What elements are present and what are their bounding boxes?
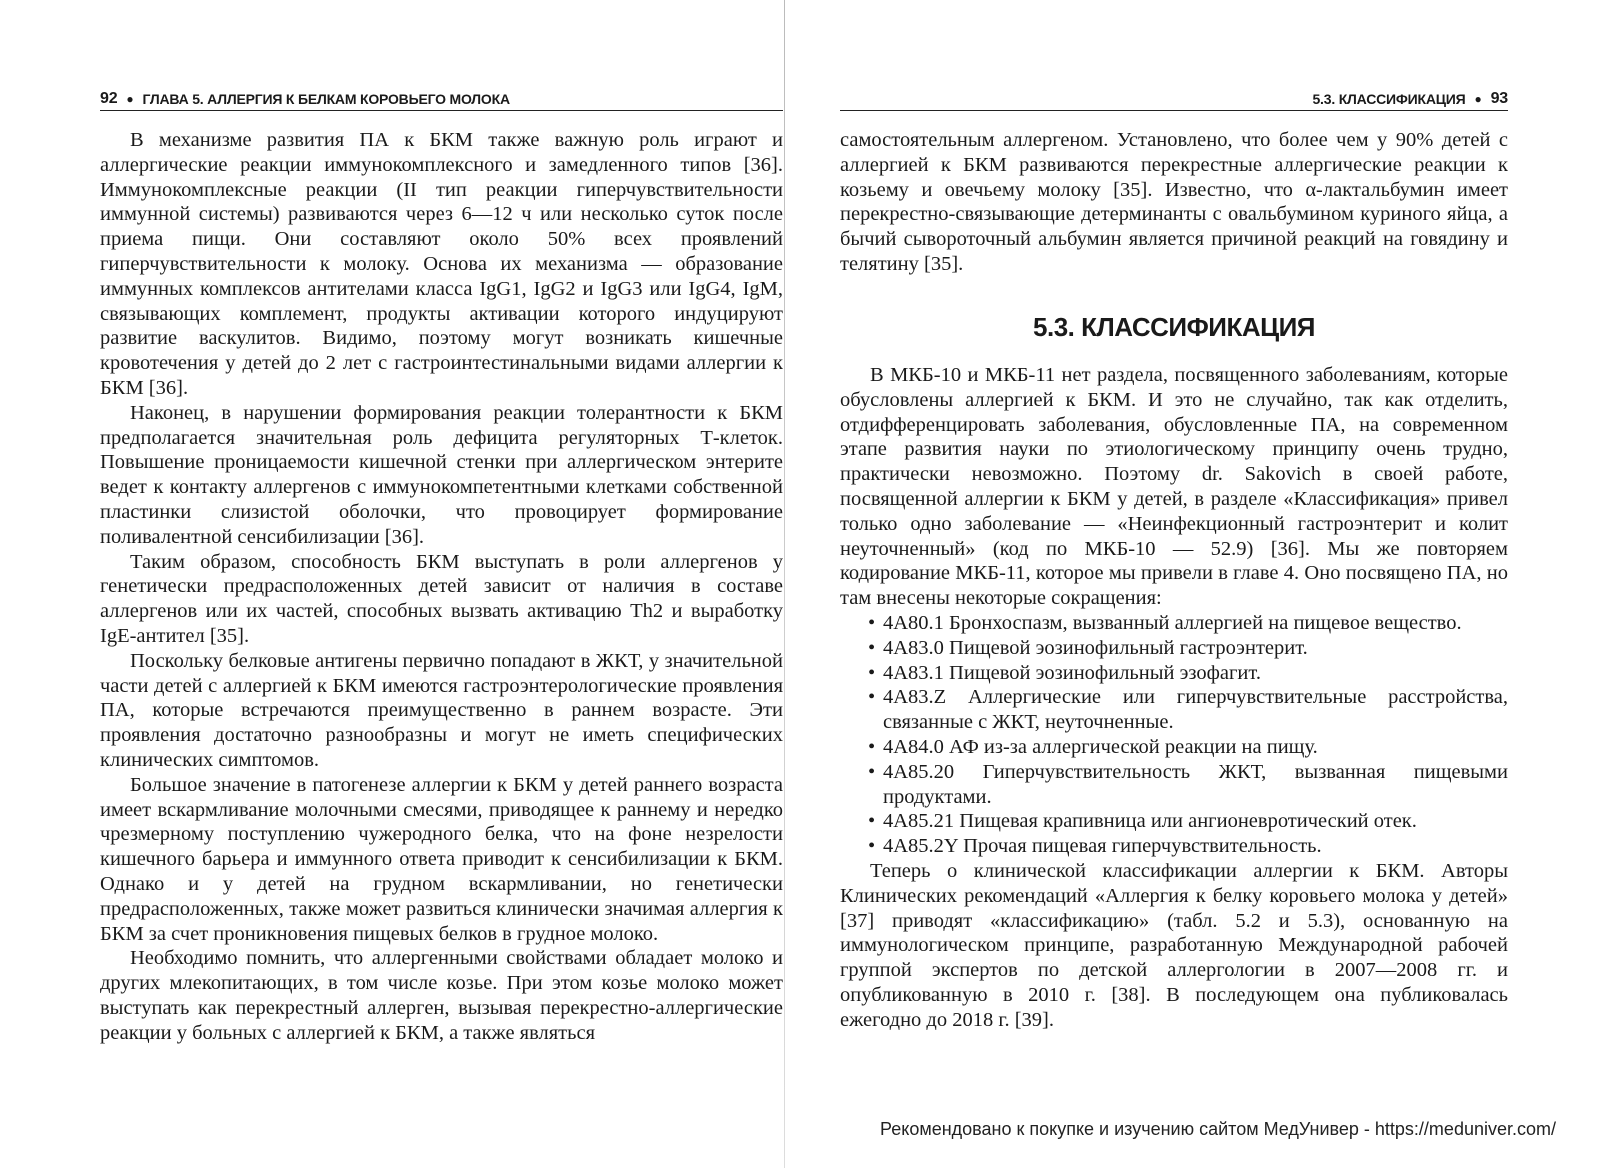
list-item: • 4A80.1 Бронхоспазм, вызванный аллергией на пищевое вещество. (840, 611, 1508, 636)
list-item: • 4A83.Z Аллергические или гиперчувствительные расстройства, связанные с ЖКТ, неуточненные. (840, 685, 1508, 735)
list-item: • 4A84.0 АФ из-за аллергической реакции на пищу. (840, 735, 1508, 760)
left-running-head (100, 88, 783, 111)
paragraph: Поскольку белковые антигены первично попадают в ЖКТ, у значительной части детей с аллергией к БКМ имеются гастроэнтерологические проявления ПА, которые встречаются преимущественно в раннем возрасте. Эти проявления достаточно разнообразны и могут не иметь специфических клинических симптомов. (100, 649, 783, 771)
right-page (840, 0, 1508, 1168)
list-item: • 4A85.2Y Прочая пищевая гиперчувствительность. (840, 834, 1508, 859)
chapter-title: ГЛАВА 5. АЛЛЕРГИЯ К БЕЛКАМ КОРОВЬЕГО МОЛОКА (142, 91, 510, 107)
right-body-text-top (840, 128, 1508, 277)
section-heading: 5.3. КЛАССИФИКАЦИЯ (1033, 312, 1315, 342)
bullet-separator-icon: ● (1474, 92, 1482, 106)
bullet-separator-icon: ● (126, 92, 134, 106)
list-item: • 4A83.0 Пищевой эозинофильный гастроэнтерит. (840, 636, 1508, 661)
closing-paragraph: Теперь о клинической классификации аллергии к БКМ. Авторы Клинических рекомендаций «Аллергия к белку коровьего молока у детей» [37] приводят «классификацию» (табл. 5.2 и 5.3), основанную на иммунологическом принципе, разработанную Международной рабочей группой экспертов по детской аллергологии в 2007—2008 гг. и опубликованную в 2010 г. [38]. В последующем она публиковалась ежегодно до 2018 г. [39]. (840, 859, 1508, 1031)
right-body-text (840, 363, 1508, 1033)
left-body-text (100, 128, 783, 1045)
right-running-head (840, 88, 1508, 111)
list-item: • 4A83.1 Пищевой эозинофильный эзофагит. (840, 661, 1508, 686)
book-gutter (784, 0, 785, 1168)
list-item: • 4A85.21 Пищевая крапивница или ангионевротический отек. (840, 809, 1508, 834)
page-number: 92 (100, 90, 118, 107)
footer-watermark: Рекомендовано к покупке и изучению сайтом МедУнивер - https://meduniver.com/ (880, 1119, 1556, 1139)
paragraph: Необходимо помнить, что аллергенными свойствами обладает молоко и других млекопитающих, в том числе козье. При этом козье молоко может выступать как перекрестный аллерген, вызывая перекрестно-аллергические реакции у больных с аллергией к БКМ, а также являться (100, 947, 783, 1044)
intro-paragraph: В МКБ-10 и МКБ-11 нет раздела, посвященного заболеваниям, которые обусловлены аллергией к БКМ. И это не случайно, так как отделить, отдифференцировать заболевания, обусловленные ПА, на современном этапе развития науки по этиологическому принципу очень трудно, практически невозможно. Поэтому dr. Sakovich в своей работе, посвященной аллергии к БКМ у детей, в разделе «Классификация» привел только одно заболевание — «Неинфекционный гастроэнтерит и колит неуточненный» (код по МКБ-10 — 52.9) [36]. Мы же повторяем кодирование МКБ-11, которое мы привели в главе 4. Оно посвящено ПА, но там внесены некоторые сокращения: (840, 364, 1508, 610)
paragraph: В механизме развития ПА к БКМ также важную роль играют и аллергические реакции иммунокомплексного и замедленного типов [36]. Иммунокомплексные реакции (II тип реакции гиперчувствительности иммунной системы) развиваются через 6—12 ч или несколько суток после приема пищи. Они составляют около 50% всех проявлений гиперчувствительности к молоку. Основа их механизма — образование иммунных комплексов антителами класса IgG1, IgG2 и IgG3 или IgG4, IgM, связывающих комплемент, продукты активации которого индуцируют развитие васкулитов. Видимо, поэтому могут возникать кишечные кровотечения у детей до 2 лет с гастроинтестинальными видами аллергии к БКМ [36]. (100, 129, 783, 399)
page-number: 93 (1490, 90, 1508, 107)
icd-code-list (840, 611, 1508, 859)
list-item: • 4A85.20 Гиперчувствительность ЖКТ, вызванная пищевыми продуктами. (840, 760, 1508, 810)
section-title: 5.3. КЛАССИФИКАЦИЯ (1312, 91, 1466, 107)
paragraph: Большое значение в патогенезе аллергии к БКМ у детей раннего возраста имеет вскармливание молочными смесями, приводящее к раннему и нередко чрезмерному поступлению чужеродного белка, что на фоне незрелости кишечного барьера и иммунного ответа приводит к сенсибилизации к БКМ. Однако и у детей на грудном вскармливании, но генетически предрасположенных, также может развиться клинически значимая аллергия к БКМ за счет проникновения пищевых белков в грудное молоко. (100, 773, 783, 945)
left-page (100, 0, 783, 1168)
paragraph: Таким образом, способность БКМ выступать в роли аллергенов у генетически предрасположенных детей зависит от наличия в составе аллергенов или их частей, способных вызвать активацию Th2 и выработку IgE-антител [35]. (100, 550, 783, 647)
continuation-paragraph: самостоятельным аллергеном. Установлено, что более чем у 90% детей с аллергией к БКМ развиваются перекрестные аллергические реакции к козьему и овечьему молоку [35]. Известно, что α-лактальбумин имеет перекрестно-связывающие детерминанты с овальбумином куриного яйца, а бычий сывороточный альбумин является причиной реакций на говядину и телятину [35]. (840, 129, 1508, 275)
paragraph: Наконец, в нарушении формирования реакции толерантности к БКМ предполагается значительная роль дефицита регуляторных Т-клеток. Повышение проницаемости кишечной стенки при аллергическом энтерите ведет к контакту аллергенов с иммунокомпетентными клетками собственной пластинки слизистой оболочки, что провоцирует формирование поливалентной сенсибилизации [36]. (100, 401, 783, 548)
